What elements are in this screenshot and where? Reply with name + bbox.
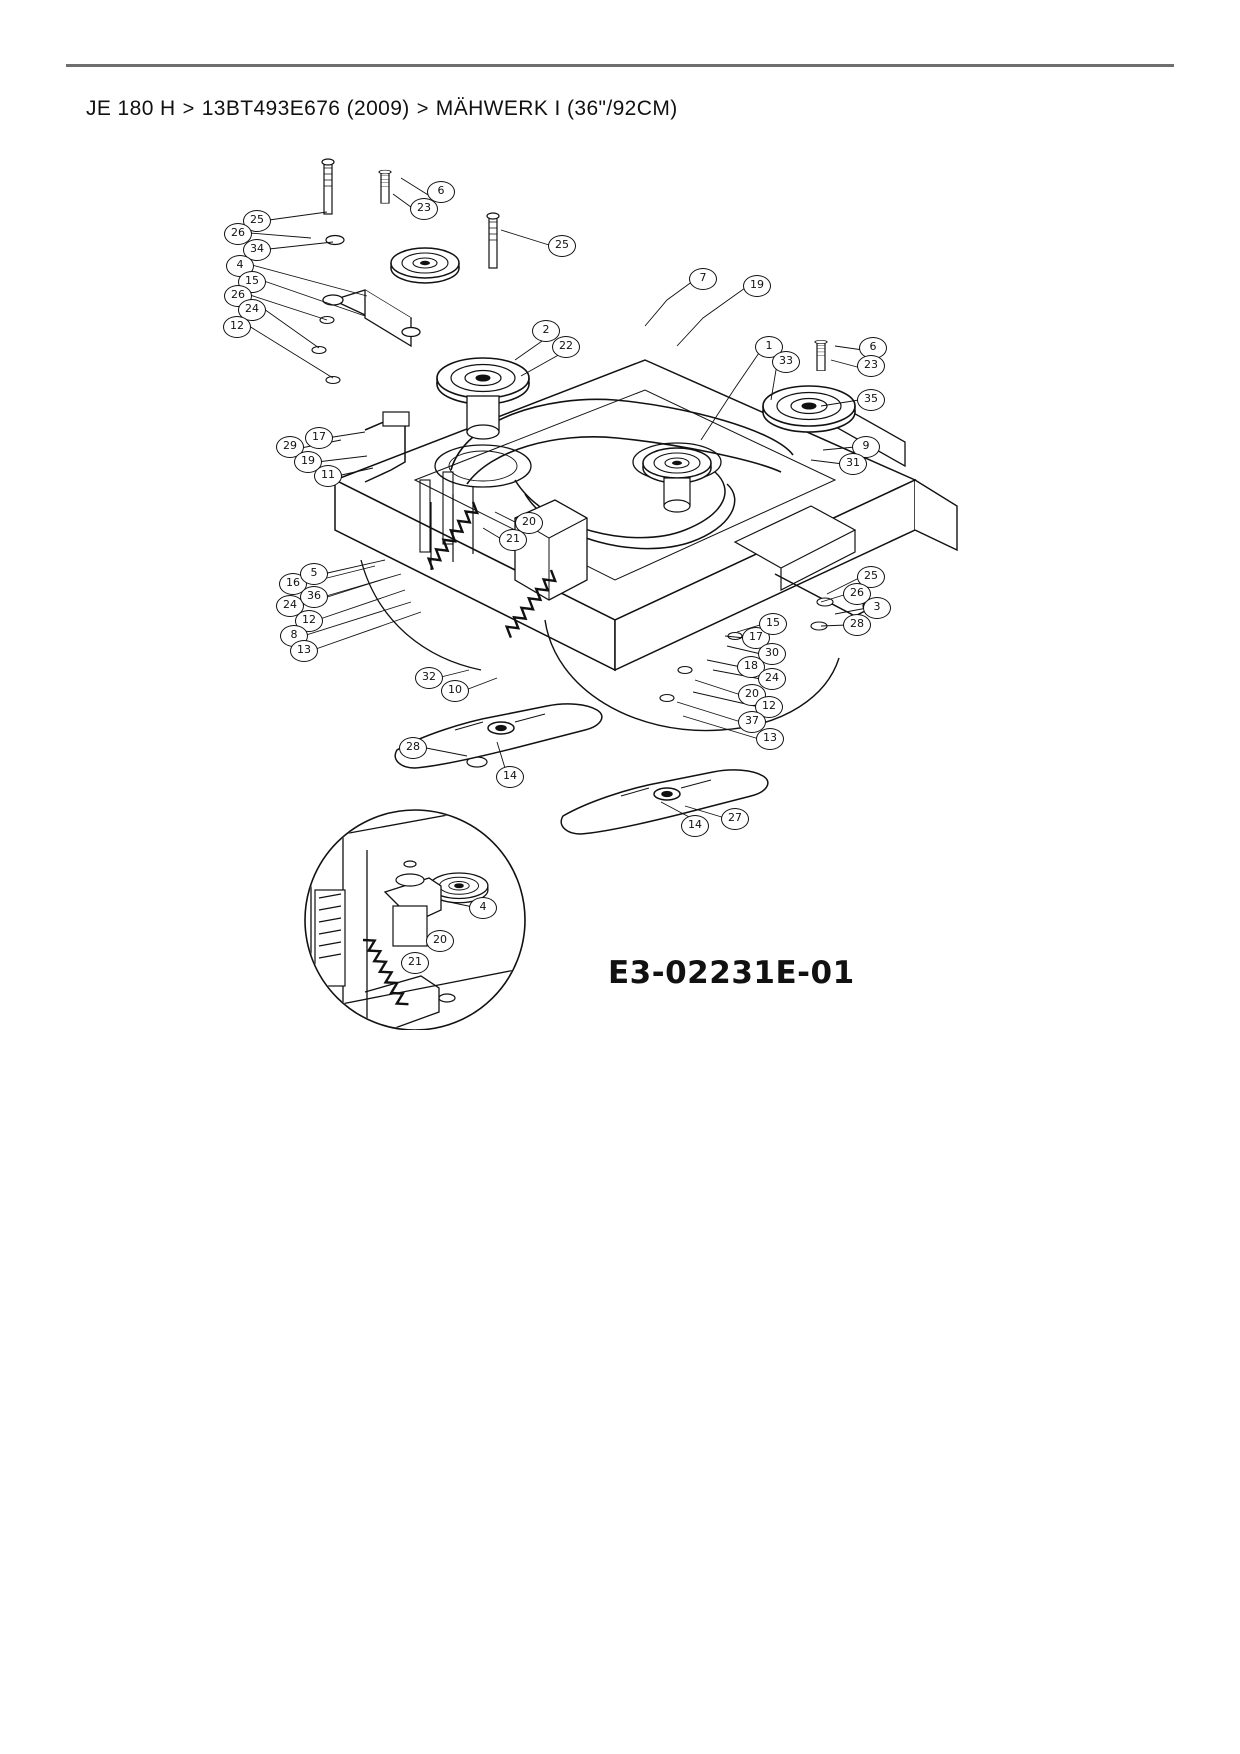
callout-bubble: 4 <box>469 897 497 919</box>
breadcrumb-part-number: 13BT493E676 (2009) <box>201 97 410 120</box>
callout-bubble: 19 <box>294 451 322 473</box>
callout-bubble: 22 <box>552 336 580 358</box>
callout-bubble: 11 <box>314 465 342 487</box>
callout-bubble: 13 <box>290 640 318 662</box>
callout-bubble: 23 <box>857 355 885 377</box>
callout-bubble: 15 <box>238 271 266 293</box>
parts-diagram <box>215 150 975 1030</box>
callout-bubble: 25 <box>548 235 576 257</box>
callout-bubble: 16 <box>279 573 307 595</box>
callout-bubble: 3 <box>863 597 891 619</box>
callout-bubble: 21 <box>401 952 429 974</box>
callout-bubble: 32 <box>415 667 443 689</box>
callout-bubble: 28 <box>399 737 427 759</box>
callout-bubble: 24 <box>276 595 304 617</box>
callout-bubble: 18 <box>737 656 765 678</box>
callout-bubble: 4 <box>226 255 254 277</box>
callout-bubble: 34 <box>243 239 271 261</box>
callout-bubble: 19 <box>743 275 771 297</box>
callout-bubble: 25 <box>243 210 271 232</box>
breadcrumb-separator-1: > <box>182 98 195 120</box>
parts-diagram-svg <box>215 150 975 1030</box>
callout-bubble: 30 <box>758 643 786 665</box>
callout-bubble: 31 <box>839 453 867 475</box>
callout-bubble: 17 <box>742 627 770 649</box>
breadcrumb <box>86 97 678 121</box>
callout-bubble: 27 <box>721 808 749 830</box>
callout-bubble: 24 <box>238 299 266 321</box>
callout-bubble: 8 <box>280 625 308 647</box>
callout-bubble: 26 <box>843 583 871 605</box>
callout-bubble: 7 <box>689 268 717 290</box>
callout-bubble: 12 <box>755 696 783 718</box>
callout-bubble: 29 <box>276 436 304 458</box>
callout-bubble: 21 <box>499 529 527 551</box>
callout-bubble: 12 <box>295 610 323 632</box>
breadcrumb-model: JE 180 H <box>86 97 176 120</box>
callout-bubble: 20 <box>515 512 543 534</box>
callout-bubble: 20 <box>738 684 766 706</box>
callout-bubble: 25 <box>857 566 885 588</box>
callout-bubble: 14 <box>496 766 524 788</box>
header-divider <box>66 64 1174 67</box>
callout-bubble: 23 <box>410 198 438 220</box>
callout-bubble: 33 <box>772 351 800 373</box>
callout-bubble: 37 <box>738 711 766 733</box>
callout-bubble: 36 <box>300 586 328 608</box>
callout-bubble: 2 <box>532 320 560 342</box>
callout-bubble: 6 <box>427 181 455 203</box>
breadcrumb-section: MÄHWERK I (36"/92CM) <box>435 97 678 120</box>
callout-bubble: 12 <box>223 316 251 338</box>
breadcrumb-separator-2: > <box>416 98 429 120</box>
callout-bubble: 1 <box>755 336 783 358</box>
callout-bubble: 35 <box>857 389 885 411</box>
callout-bubble: 26 <box>224 223 252 245</box>
callout-bubble: 5 <box>300 563 328 585</box>
callout-bubble: 13 <box>756 728 784 750</box>
callout-bubble: 6 <box>859 337 887 359</box>
callout-bubble: 28 <box>843 614 871 636</box>
figure-code: E3-02231E-01 <box>608 955 855 991</box>
callout-bubble: 10 <box>441 680 469 702</box>
callout-bubble: 15 <box>759 613 787 635</box>
callout-bubble: 9 <box>852 436 880 458</box>
callout-bubble: 14 <box>681 815 709 837</box>
callout-bubble: 24 <box>758 668 786 690</box>
callout-bubble: 26 <box>224 285 252 307</box>
callout-bubble: 20 <box>426 930 454 952</box>
callout-bubble: 17 <box>305 427 333 449</box>
